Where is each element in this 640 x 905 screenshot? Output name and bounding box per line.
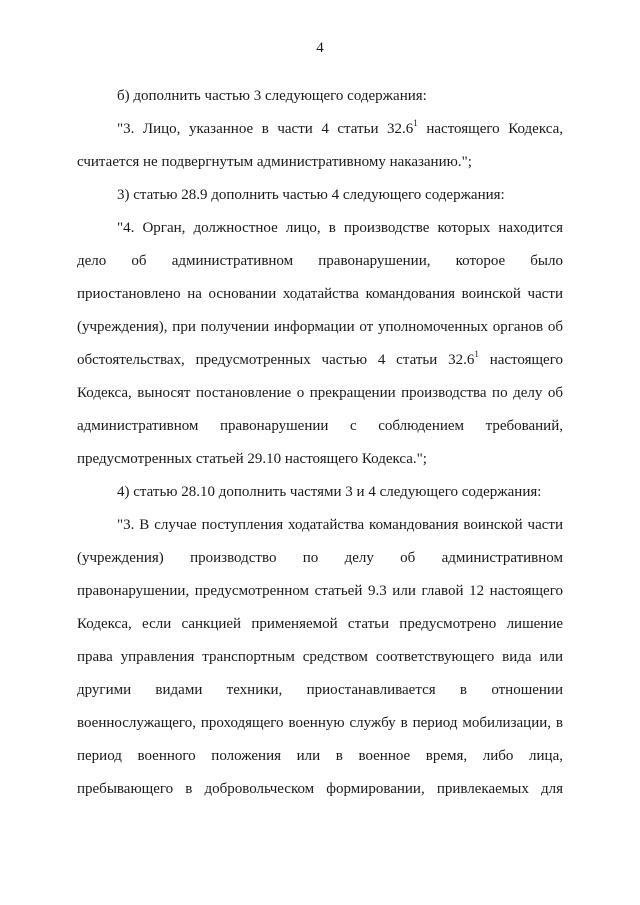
paragraph-amend-part-3: б) дополнить частью 3 следующего содержания: bbox=[117, 88, 427, 104]
page-number: 4 bbox=[316, 40, 324, 56]
superscript-index: 1 bbox=[474, 349, 479, 359]
paragraph-article-28-10: 4) статью 28.10 дополнить частями 3 и 4 следующего содержания: bbox=[117, 484, 542, 500]
paragraph-article-28-9: 3) статью 28.9 дополнить частью 4 следующего содержания: bbox=[117, 187, 505, 203]
superscript-index: 1 bbox=[413, 118, 418, 128]
paragraph-quote-part-4 bbox=[77, 212, 563, 476]
paragraph-text: "4. Орган, должностное лицо, в производстве которых находится дело об административном правонарушении, которое было приостановлено на основании ходатайства командования воинской части (учреждения), при получении информации от уполномоченных органов об обстоятельствах, предусмотренных частью 4 статьи 32.6 bbox=[77, 220, 563, 368]
paragraph-text: настоящего Кодекса, выносят постановление о прекращении производства по делу об административном правонарушении с соблюдением требований, предусмотренных статьей 29.10 настоящего Кодекса."; bbox=[77, 352, 563, 467]
document-body bbox=[77, 80, 563, 806]
paragraph-quote-part-3-suspension: "3. В случае поступления ходатайства командования воинской части (учреждения) производство по делу об административном правонарушении, предусмотренном статьей 9.3 или главой 12 настоящего Кодекса, если санкцией применяемой статьи предусмотрено лишение права управления транспортным средством соответствующего вида или другими видами техники, приостанавливается в отношении военнослужащего, проходящего военную службу в период мобилизации, в период военного положения или в военное время, либо лица, пребывающего в добровольческом формировании, привлекаемых для bbox=[77, 517, 563, 797]
paragraph-text: "3. Лицо, указанное в части 4 статьи 32.6 bbox=[117, 121, 414, 137]
paragraph-quote-part-3 bbox=[77, 113, 563, 179]
paragraph-text: настоящего Кодекса, считается не подвергнутым административному наказанию."; bbox=[77, 121, 563, 170]
